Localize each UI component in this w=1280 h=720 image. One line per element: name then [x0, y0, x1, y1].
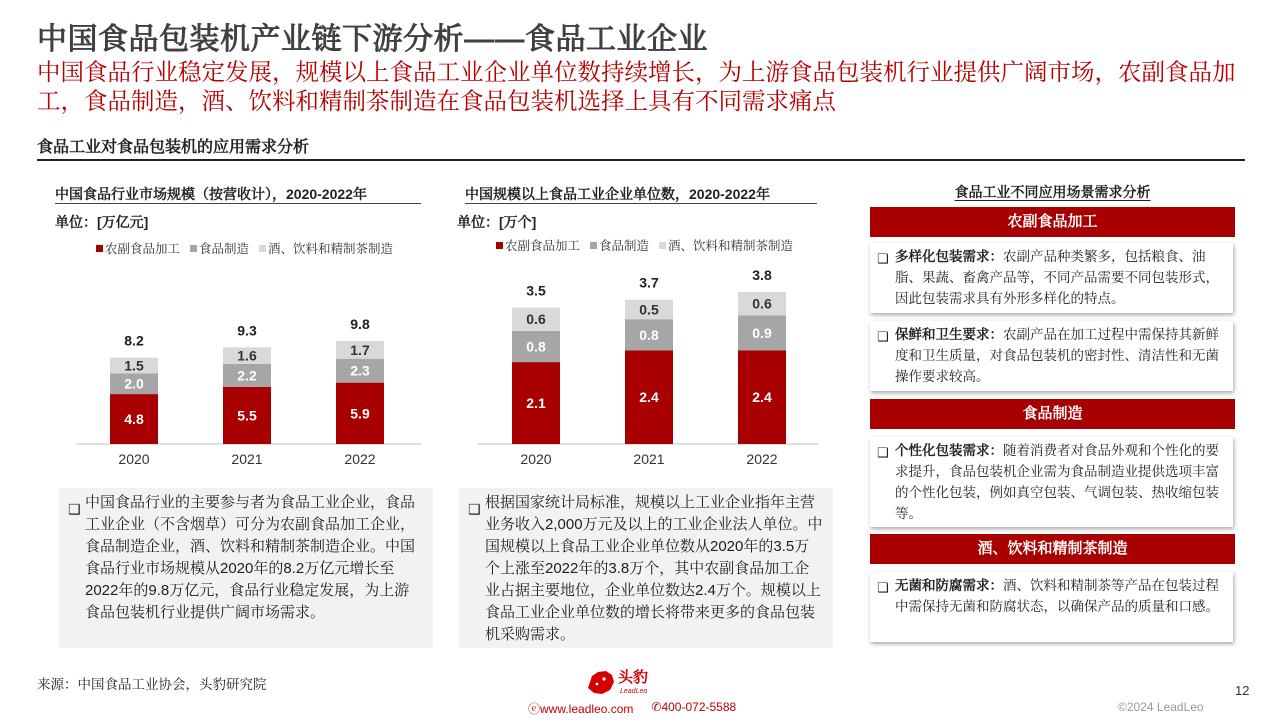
page-title: 中国食品包装机产业链下游分析——食品工业企业	[37, 23, 708, 56]
bar-total-label: 3.5	[526, 282, 546, 299]
chart-2-title-rule	[465, 203, 817, 204]
legend-swatch-red	[96, 245, 103, 252]
need-card	[870, 572, 1233, 642]
middle-note-box	[459, 488, 833, 648]
bar-total-label: 9.8	[350, 316, 370, 333]
bar-total-label: 8.2	[124, 332, 144, 349]
need-card	[870, 321, 1233, 391]
need-label: 无菌和防腐需求：	[895, 578, 1003, 593]
bar-total-label: 3.8	[752, 266, 772, 283]
chart-2-title: 中国规模以上食品工业企业单位数，2020-2022年	[465, 186, 770, 202]
bar-value-label: 5.9	[350, 405, 370, 422]
bar-value-label: 2.1	[526, 395, 546, 412]
legend-item: 食品制造	[590, 236, 649, 254]
source-note: 来源：中国食品工业协会，头豹研究院	[37, 677, 267, 692]
checkbox-bullet-icon: ❑	[877, 329, 889, 344]
phone-number: ✆400-072-5588	[651, 700, 737, 714]
checkbox-bullet-icon: ❑	[877, 251, 889, 266]
page-number: 12	[1235, 683, 1250, 698]
legend-swatch-light	[259, 245, 266, 252]
bar-total-label: 9.3	[237, 322, 257, 339]
logo-subtext: LeadLeo	[620, 688, 648, 695]
checkbox-bullet-icon: ❑	[877, 445, 889, 460]
need-card	[870, 437, 1233, 527]
legend-swatch-red	[496, 242, 503, 249]
bar-value-label: 2.0	[124, 375, 144, 392]
bar-total-label: 3.7	[639, 274, 659, 291]
right-panel-title: 食品工业不同应用场景需求分析	[954, 184, 1151, 200]
chart-1-title: 中国食品行业市场规模（按营收计），2020-2022年	[55, 186, 367, 202]
bar-value-label: 1.5	[124, 357, 144, 374]
bar-value-label: 0.6	[526, 311, 546, 328]
category-bar-agri: 农副食品加工	[870, 207, 1235, 237]
checkbox-bullet-icon: ❑	[877, 580, 889, 595]
need-label: 多样化包装需求：	[895, 249, 1003, 264]
stacked-bar-chart-svg	[478, 266, 818, 475]
need-label: 个性化包装需求：	[895, 443, 1003, 458]
bar-value-label: 2.2	[237, 367, 257, 384]
x-tick-label: 2021	[231, 451, 263, 467]
footer-contact	[528, 700, 736, 717]
bar-value-label: 0.9	[752, 324, 772, 341]
legend-swatch-gray	[590, 242, 597, 249]
chart-2-unit: 单位：[万个]	[457, 214, 537, 230]
bar-value-label: 5.5	[237, 407, 257, 424]
need-text: 农副产品种类繁多，包括粮食、油脂、果蔬、畜禽产品等，不同产品需要不同包装形式，因此包装需求具有外形多样化的特点。	[895, 249, 1219, 306]
bar-value-label: 4.8	[124, 411, 144, 428]
section-divider	[37, 159, 1245, 161]
leopard-head-icon	[584, 666, 664, 698]
leadleo-logo	[584, 666, 664, 698]
x-tick-label: 2021	[633, 451, 665, 467]
need-text: 农副产品在加工过程中需保持其新鲜度和卫生质量，对食品包装机的密封性、清洁性和无菌操作要求较高。	[895, 327, 1219, 384]
x-tick-label: 2022	[746, 451, 778, 467]
browser-e-icon: ⓔ	[528, 702, 541, 716]
legend-item: 食品制造	[190, 239, 249, 257]
stacked-bar-chart-svg	[76, 290, 421, 475]
x-tick-label: 2022	[344, 451, 376, 467]
legend-swatch-gray	[190, 245, 197, 252]
middle-note-text: 根据国家统计局标准，规模以上工业企业指年主营业务收入2,000万元及以上的工业企业法人单位。中国规模以上食品工业企业单位数从2020年的3.5万个上涨至2022年的3.8万个，其中农副食品加工企业占据主要地位，企业单位数达2.4万个。规模以上食品工业企业单位数的增长将带来更多的食品包装机采购需求。	[485, 494, 823, 643]
category-bar-food-manufacturing: 食品制造	[870, 399, 1235, 429]
bar-value-label: 2.4	[752, 389, 772, 406]
chart-1-title-rule	[55, 203, 421, 204]
need-label: 保鲜和卫生要求：	[895, 327, 1003, 342]
left-note-text: 中国食品行业的主要参与者为食品工业企业，食品工业企业（不含烟草）可分为农副食品加工企业，食品制造企业，酒、饮料和精制茶制造企业。中国食品行业市场规模从2020年的8.2万亿元增长至2022年的9.8万亿元，食品行业稳定发展，为上游食品包装机行业提供广阔市场需求。	[85, 494, 416, 621]
chart-1-legend	[96, 239, 393, 257]
chart-1-unit: 单位：[万亿元]	[55, 214, 149, 230]
bar-value-label: 0.6	[752, 295, 772, 312]
bar-value-label: 0.8	[639, 326, 659, 343]
legend-item: 农副食品加工	[496, 236, 580, 254]
need-text: 酒、饮料和精制茶等产品在包装过程中需保持无菌和防腐状态，以确保产品的质量和口感。	[895, 578, 1219, 614]
copyright: ©2024 LeadLeo	[1118, 700, 1204, 714]
bar-value-label: 1.7	[350, 341, 370, 358]
bar-value-label: 2.3	[350, 362, 370, 379]
need-card	[870, 243, 1233, 313]
legend-item: 酒、饮料和精制茶制造	[659, 236, 793, 254]
bar-value-label: 0.5	[639, 301, 659, 318]
section-title: 食品工业对食品包装机的应用需求分析	[37, 139, 310, 156]
chart-1	[76, 290, 421, 475]
need-text: 随着消费者对食品外观和个性化的要求提升，食品包装机企业需为食品制造业提供选项丰富的个性化包装，例如真空包装、气调包装、热收缩包装等。	[895, 443, 1219, 521]
chart-2-legend	[496, 236, 793, 254]
x-tick-label: 2020	[520, 451, 552, 467]
legend-swatch-light	[659, 242, 666, 249]
legend-item: 酒、饮料和精制茶制造	[259, 239, 393, 257]
legend-item: 农副食品加工	[96, 239, 180, 257]
phone-icon: ✆	[651, 700, 662, 714]
chart-2	[478, 266, 818, 475]
bar-value-label: 0.8	[526, 338, 546, 355]
left-note-box	[59, 488, 433, 648]
checkbox-bullet-icon: ❑	[468, 501, 481, 517]
page-subtitle: 中国食品行业稳定发展，规模以上食品工业企业单位数持续增长，为上游食品包装机行业提供广阔市场，农副食品加工，食品制造，酒、饮料和精制茶制造在食品包装机选择上具有不同需求痛点	[37, 59, 1236, 114]
website-link[interactable]: ⓔwww.leadleo.com	[528, 702, 634, 716]
x-tick-label: 2020	[118, 451, 150, 467]
bar-value-label: 2.4	[639, 389, 659, 406]
checkbox-bullet-icon: ❑	[68, 501, 81, 517]
logo-text: 头豹	[618, 669, 649, 686]
bar-value-label: 1.6	[237, 347, 257, 364]
category-bar-beverage: 酒、饮料和精制茶制造	[870, 534, 1235, 564]
